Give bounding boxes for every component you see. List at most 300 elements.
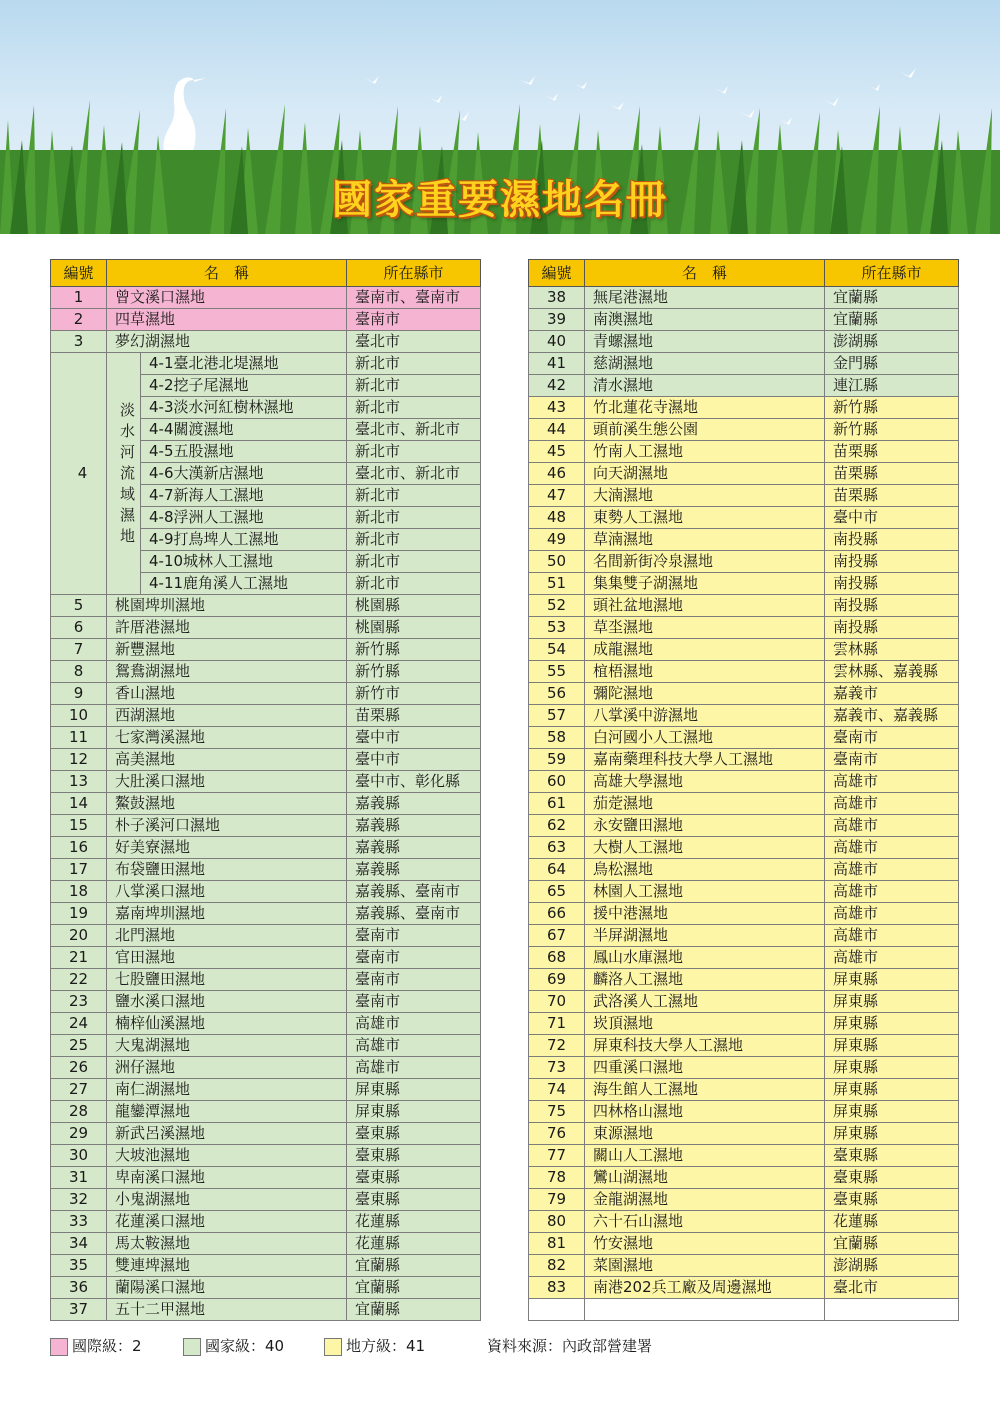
row-number: 77 bbox=[529, 1145, 585, 1167]
table-row bbox=[529, 661, 959, 683]
wetland-county: 屏東縣 bbox=[347, 1101, 481, 1123]
table-row bbox=[529, 925, 959, 947]
wetland-name: 好美寮濕地 bbox=[107, 837, 347, 859]
row-number: 41 bbox=[529, 353, 585, 375]
row-number: 3 bbox=[51, 331, 107, 353]
wetland-name: 嘉南藥理科技大學人工濕地 bbox=[585, 749, 825, 771]
wetland-name: 竹北蓮花寺濕地 bbox=[585, 397, 825, 419]
wetland-county bbox=[825, 1299, 959, 1321]
wetland-name: 菜園濕地 bbox=[585, 1255, 825, 1277]
wetland-name: 4-8浮洲人工濕地 bbox=[141, 507, 347, 529]
wetland-county: 屏東縣 bbox=[347, 1079, 481, 1101]
wetland-name: 楠梓仙溪濕地 bbox=[107, 1013, 347, 1035]
wetland-county: 屏東縣 bbox=[825, 1013, 959, 1035]
header-county: 所在縣市 bbox=[347, 260, 481, 287]
wetland-name: 官田濕地 bbox=[107, 947, 347, 969]
table-row bbox=[51, 639, 481, 661]
table-row bbox=[529, 1013, 959, 1035]
wetland-name: 龍鑾潭濕地 bbox=[107, 1101, 347, 1123]
wetland-name: 無尾港濕地 bbox=[585, 287, 825, 309]
row-number: 36 bbox=[51, 1277, 107, 1299]
wetland-name: 朴子溪河口濕地 bbox=[107, 815, 347, 837]
wetland-name: 新武呂溪濕地 bbox=[107, 1123, 347, 1145]
wetland-county: 雲林縣、嘉義縣 bbox=[825, 661, 959, 683]
wetland-county: 桃園縣 bbox=[347, 595, 481, 617]
wetland-name: 鸞山湖濕地 bbox=[585, 1167, 825, 1189]
group-label: 淡水河流域濕地 bbox=[119, 401, 135, 545]
wetland-name: 大鬼湖濕地 bbox=[107, 1035, 347, 1057]
group-label-cell bbox=[107, 353, 141, 595]
wetland-county: 苗栗縣 bbox=[825, 441, 959, 463]
row-number: 33 bbox=[51, 1211, 107, 1233]
table-row bbox=[529, 573, 959, 595]
wetland-name: 鳳山水庫濕地 bbox=[585, 947, 825, 969]
wetland-name: 大坡池濕地 bbox=[107, 1145, 347, 1167]
wetland-name: 頭前溪生態公園 bbox=[585, 419, 825, 441]
header-county: 所在縣市 bbox=[825, 260, 959, 287]
table-row bbox=[51, 815, 481, 837]
table-row bbox=[529, 1255, 959, 1277]
wetland-county: 新竹縣 bbox=[825, 419, 959, 441]
row-number: 53 bbox=[529, 617, 585, 639]
row-number: 2 bbox=[51, 309, 107, 331]
row-number: 20 bbox=[51, 925, 107, 947]
wetland-name: 白河國小人工濕地 bbox=[585, 727, 825, 749]
wetland-name: 六十石山濕地 bbox=[585, 1211, 825, 1233]
row-number: 35 bbox=[51, 1255, 107, 1277]
wetland-name: 洲仔濕地 bbox=[107, 1057, 347, 1079]
wetland-name: 向天湖濕地 bbox=[585, 463, 825, 485]
wetland-name: 竹安濕地 bbox=[585, 1233, 825, 1255]
row-number: 31 bbox=[51, 1167, 107, 1189]
row-number: 43 bbox=[529, 397, 585, 419]
wetland-name: 蘭陽溪口濕地 bbox=[107, 1277, 347, 1299]
row-number: 66 bbox=[529, 903, 585, 925]
row-number: 64 bbox=[529, 859, 585, 881]
wetland-name: 4-4關渡濕地 bbox=[141, 419, 347, 441]
wetland-county: 臺南市、臺南市 bbox=[347, 287, 481, 309]
wetland-name: 香山濕地 bbox=[107, 683, 347, 705]
wetland-county: 苗栗縣 bbox=[825, 485, 959, 507]
table-row bbox=[51, 617, 481, 639]
wetland-name: 屏東科技大學人工濕地 bbox=[585, 1035, 825, 1057]
table-row bbox=[529, 1233, 959, 1255]
row-number: 46 bbox=[529, 463, 585, 485]
table-row bbox=[529, 397, 959, 419]
wetland-county: 高雄市 bbox=[825, 925, 959, 947]
wetland-name: 嘉南埤圳濕地 bbox=[107, 903, 347, 925]
wetland-name: 武洛溪人工濕地 bbox=[585, 991, 825, 1013]
row-number: 21 bbox=[51, 947, 107, 969]
row-number: 17 bbox=[51, 859, 107, 881]
row-number: 78 bbox=[529, 1167, 585, 1189]
wetland-name: 高美濕地 bbox=[107, 749, 347, 771]
wetland-county: 臺北市、新北市 bbox=[347, 419, 481, 441]
table-row bbox=[51, 969, 481, 991]
wetland-name: 西湖濕地 bbox=[107, 705, 347, 727]
row-number: 32 bbox=[51, 1189, 107, 1211]
wetland-county: 宜蘭縣 bbox=[347, 1299, 481, 1321]
table-row bbox=[529, 991, 959, 1013]
wetland-table-left bbox=[50, 259, 481, 1321]
table-row bbox=[51, 309, 481, 331]
wetland-county: 臺東縣 bbox=[347, 1167, 481, 1189]
table-row bbox=[51, 1233, 481, 1255]
wetland-name: 4-5五股濕地 bbox=[141, 441, 347, 463]
table-row bbox=[51, 903, 481, 925]
wetland-name: 桃園埤圳濕地 bbox=[107, 595, 347, 617]
table-row bbox=[529, 815, 959, 837]
table-row bbox=[51, 1035, 481, 1057]
wetland-name: 鳥松濕地 bbox=[585, 859, 825, 881]
row-number: 79 bbox=[529, 1189, 585, 1211]
wetland-name: 鴛鴦湖濕地 bbox=[107, 661, 347, 683]
row-number: 9 bbox=[51, 683, 107, 705]
wetland-county: 臺南市 bbox=[825, 749, 959, 771]
wetland-name: 頭社盆地濕地 bbox=[585, 595, 825, 617]
table-row bbox=[51, 1057, 481, 1079]
row-number: 30 bbox=[51, 1145, 107, 1167]
wetland-county: 雲林縣 bbox=[825, 639, 959, 661]
wetland-county: 新北市 bbox=[347, 485, 481, 507]
table-row bbox=[51, 947, 481, 969]
row-number: 58 bbox=[529, 727, 585, 749]
wetland-county: 臺北市 bbox=[347, 331, 481, 353]
wetland-county: 南投縣 bbox=[825, 551, 959, 573]
table-row bbox=[529, 441, 959, 463]
table-row bbox=[529, 771, 959, 793]
wetland-county: 苗栗縣 bbox=[825, 463, 959, 485]
data-source: 資料來源：內政部營建署 bbox=[487, 1337, 653, 1355]
row-number: 8 bbox=[51, 661, 107, 683]
legend-natl-swatch bbox=[183, 1338, 201, 1356]
wetland-name: 花蓮溪口濕地 bbox=[107, 1211, 347, 1233]
header-num: 編號 bbox=[529, 260, 585, 287]
table-row bbox=[51, 1079, 481, 1101]
wetland-name: 馬太鞍濕地 bbox=[107, 1233, 347, 1255]
legend-natl: 國家級：40 bbox=[205, 1337, 285, 1355]
wetland-name: 大樹人工濕地 bbox=[585, 837, 825, 859]
wetland-county: 新北市 bbox=[347, 353, 481, 375]
table-row bbox=[51, 727, 481, 749]
row-number: 16 bbox=[51, 837, 107, 859]
legend-intl-swatch bbox=[50, 1338, 68, 1356]
row-number: 63 bbox=[529, 837, 585, 859]
wetland-name: 椬梧濕地 bbox=[585, 661, 825, 683]
table-row bbox=[51, 353, 481, 375]
table-row bbox=[529, 617, 959, 639]
table-row bbox=[529, 551, 959, 573]
row-number: 14 bbox=[51, 793, 107, 815]
table-row bbox=[51, 683, 481, 705]
row-number: 68 bbox=[529, 947, 585, 969]
wetland-name: 大肚溪口濕地 bbox=[107, 771, 347, 793]
row-number: 62 bbox=[529, 815, 585, 837]
row-number: 60 bbox=[529, 771, 585, 793]
wetland-name: 五十二甲濕地 bbox=[107, 1299, 347, 1321]
wetland-county: 宜蘭縣 bbox=[825, 309, 959, 331]
wetland-county: 新北市 bbox=[347, 529, 481, 551]
wetland-county: 屏東縣 bbox=[825, 1079, 959, 1101]
row-number: 49 bbox=[529, 529, 585, 551]
row-number: 28 bbox=[51, 1101, 107, 1123]
row-number: 56 bbox=[529, 683, 585, 705]
table-row bbox=[51, 1255, 481, 1277]
wetland-county: 南投縣 bbox=[825, 529, 959, 551]
wetland-county: 澎湖縣 bbox=[825, 331, 959, 353]
table-row bbox=[529, 595, 959, 617]
row-number: 22 bbox=[51, 969, 107, 991]
row-number: 42 bbox=[529, 375, 585, 397]
wetland-county: 南投縣 bbox=[825, 617, 959, 639]
table-row bbox=[529, 705, 959, 727]
wetland-county: 花蓮縣 bbox=[347, 1233, 481, 1255]
table-row bbox=[529, 485, 959, 507]
wetland-county: 金門縣 bbox=[825, 353, 959, 375]
wetland-name: 林園人工濕地 bbox=[585, 881, 825, 903]
wetland-county: 嘉義縣、臺南市 bbox=[347, 881, 481, 903]
table-header-row bbox=[529, 260, 959, 287]
table-row bbox=[529, 529, 959, 551]
table-row bbox=[529, 1277, 959, 1299]
row-number: 10 bbox=[51, 705, 107, 727]
wetland-county: 高雄市 bbox=[825, 859, 959, 881]
table-row bbox=[51, 287, 481, 309]
wetland-name: 4-1臺北港北堤濕地 bbox=[141, 353, 347, 375]
row-number: 65 bbox=[529, 881, 585, 903]
wetland-county: 新北市 bbox=[347, 551, 481, 573]
wetland-name: 布袋鹽田濕地 bbox=[107, 859, 347, 881]
wetland-name: 4-7新海人工濕地 bbox=[141, 485, 347, 507]
wetland-name: 成龍濕地 bbox=[585, 639, 825, 661]
wetland-county: 屏東縣 bbox=[825, 969, 959, 991]
row-number: 40 bbox=[529, 331, 585, 353]
wetland-county: 新竹縣 bbox=[347, 661, 481, 683]
row-number: 69 bbox=[529, 969, 585, 991]
row-number: 18 bbox=[51, 881, 107, 903]
wetland-county: 臺中市 bbox=[347, 727, 481, 749]
row-number: 71 bbox=[529, 1013, 585, 1035]
wetland-county: 宜蘭縣 bbox=[347, 1277, 481, 1299]
wetland-county: 臺南市 bbox=[347, 925, 481, 947]
table-row bbox=[529, 331, 959, 353]
row-number: 83 bbox=[529, 1277, 585, 1299]
wetland-name: 北門濕地 bbox=[107, 925, 347, 947]
table-row bbox=[51, 881, 481, 903]
wetland-county: 嘉義縣 bbox=[347, 815, 481, 837]
wetland-name: 鰲鼓濕地 bbox=[107, 793, 347, 815]
wetland-county: 高雄市 bbox=[347, 1013, 481, 1035]
wetland-name: 曾文溪口濕地 bbox=[107, 287, 347, 309]
table-row bbox=[51, 1189, 481, 1211]
row-number: 39 bbox=[529, 309, 585, 331]
wetland-county: 臺北市、新北市 bbox=[347, 463, 481, 485]
wetland-county: 新竹市 bbox=[347, 683, 481, 705]
row-number: 54 bbox=[529, 639, 585, 661]
row-number: 67 bbox=[529, 925, 585, 947]
table-row bbox=[51, 1277, 481, 1299]
wetland-county: 高雄市 bbox=[825, 771, 959, 793]
row-number: 12 bbox=[51, 749, 107, 771]
wetland-county: 宜蘭縣 bbox=[825, 1233, 959, 1255]
wetland-county: 屏東縣 bbox=[825, 1057, 959, 1079]
wetland-county: 臺東縣 bbox=[825, 1189, 959, 1211]
wetland-county: 新北市 bbox=[347, 375, 481, 397]
wetland-name: 草湳濕地 bbox=[585, 529, 825, 551]
wetland-name: 七家灣溪濕地 bbox=[107, 727, 347, 749]
wetland-name: 草坔濕地 bbox=[585, 617, 825, 639]
wetland-county: 嘉義縣 bbox=[347, 837, 481, 859]
row-number: 80 bbox=[529, 1211, 585, 1233]
row-number: 75 bbox=[529, 1101, 585, 1123]
table-row bbox=[51, 705, 481, 727]
wetland-county: 連江縣 bbox=[825, 375, 959, 397]
wetland-county: 新北市 bbox=[347, 507, 481, 529]
table-row bbox=[51, 925, 481, 947]
wetland-county: 屏東縣 bbox=[825, 1123, 959, 1145]
wetland-county: 新北市 bbox=[347, 573, 481, 595]
wetland-name: 新豐濕地 bbox=[107, 639, 347, 661]
wetland-county: 臺南市 bbox=[347, 991, 481, 1013]
wetland-name: 集集雙子湖濕地 bbox=[585, 573, 825, 595]
row-number bbox=[529, 1299, 585, 1321]
wetland-county: 高雄市 bbox=[825, 837, 959, 859]
legend-local: 地方級：41 bbox=[346, 1337, 426, 1355]
table-row bbox=[529, 1167, 959, 1189]
table-row bbox=[529, 947, 959, 969]
wetland-name: 四重溪口濕地 bbox=[585, 1057, 825, 1079]
wetland-name: 雙連埤濕地 bbox=[107, 1255, 347, 1277]
table-row bbox=[51, 1101, 481, 1123]
birds-icon bbox=[365, 68, 916, 125]
table-row bbox=[51, 661, 481, 683]
row-number: 11 bbox=[51, 727, 107, 749]
row-number: 76 bbox=[529, 1123, 585, 1145]
wetland-county: 臺南市 bbox=[347, 969, 481, 991]
wetland-name: 4-6大漢新店濕地 bbox=[141, 463, 347, 485]
wetland-name: 清水濕地 bbox=[585, 375, 825, 397]
row-number: 81 bbox=[529, 1233, 585, 1255]
wetland-county: 新竹縣 bbox=[825, 397, 959, 419]
wetland-name: 名間新街冷泉濕地 bbox=[585, 551, 825, 573]
row-number: 50 bbox=[529, 551, 585, 573]
wetland-name: 崁頂濕地 bbox=[585, 1013, 825, 1035]
table-row bbox=[529, 419, 959, 441]
wetland-county: 花蓮縣 bbox=[825, 1211, 959, 1233]
wetland-county: 高雄市 bbox=[347, 1035, 481, 1057]
table-row bbox=[51, 1167, 481, 1189]
wetland-county: 高雄市 bbox=[347, 1057, 481, 1079]
wetland-name: 四草濕地 bbox=[107, 309, 347, 331]
wetland-name: 八掌溪中游濕地 bbox=[585, 705, 825, 727]
wetland-name: 4-10城林人工濕地 bbox=[141, 551, 347, 573]
header-name: 名 稱 bbox=[585, 260, 825, 287]
table-row bbox=[51, 991, 481, 1013]
wetland-name: 卑南溪口濕地 bbox=[107, 1167, 347, 1189]
table-row bbox=[529, 1299, 959, 1321]
wetland-name: 金龍湖濕地 bbox=[585, 1189, 825, 1211]
row-number: 72 bbox=[529, 1035, 585, 1057]
header-num: 編號 bbox=[51, 260, 107, 287]
wetland-name: 鹽水溪口濕地 bbox=[107, 991, 347, 1013]
table-row bbox=[51, 837, 481, 859]
wetland-name: 彌陀濕地 bbox=[585, 683, 825, 705]
wetland-county: 新北市 bbox=[347, 397, 481, 419]
table-row bbox=[529, 683, 959, 705]
wetland-county: 屏東縣 bbox=[825, 1035, 959, 1057]
wetland-county: 臺東縣 bbox=[825, 1167, 959, 1189]
wetland-county: 嘉義縣、臺南市 bbox=[347, 903, 481, 925]
wetland-name: 青螺濕地 bbox=[585, 331, 825, 353]
wetland-county: 新北市 bbox=[347, 441, 481, 463]
row-number: 29 bbox=[51, 1123, 107, 1145]
legend bbox=[50, 1336, 750, 1356]
wetland-county: 高雄市 bbox=[825, 815, 959, 837]
table-row bbox=[529, 353, 959, 375]
row-number: 25 bbox=[51, 1035, 107, 1057]
wetland-name: 4-2挖子尾濕地 bbox=[141, 375, 347, 397]
wetland-county: 新竹縣 bbox=[347, 639, 481, 661]
row-number: 61 bbox=[529, 793, 585, 815]
table-row bbox=[51, 859, 481, 881]
wetland-name: 4-11鹿角溪人工濕地 bbox=[141, 573, 347, 595]
wetland-name: 南港202兵工廠及周邊濕地 bbox=[585, 1277, 825, 1299]
wetland-name: 八掌溪口濕地 bbox=[107, 881, 347, 903]
wetland-name: 海生館人工濕地 bbox=[585, 1079, 825, 1101]
table-row bbox=[529, 1079, 959, 1101]
wetland-name: 夢幻湖濕地 bbox=[107, 331, 347, 353]
table-row bbox=[51, 1013, 481, 1035]
wetland-name: 麟洛人工濕地 bbox=[585, 969, 825, 991]
table-row bbox=[529, 1189, 959, 1211]
wetland-county: 臺南市 bbox=[347, 309, 481, 331]
wetland-county: 臺東縣 bbox=[347, 1123, 481, 1145]
table-row bbox=[529, 309, 959, 331]
table-row bbox=[529, 375, 959, 397]
wetland-county: 屏東縣 bbox=[825, 1101, 959, 1123]
wetland-name: 關山人工濕地 bbox=[585, 1145, 825, 1167]
row-number: 57 bbox=[529, 705, 585, 727]
wetland-county: 澎湖縣 bbox=[825, 1255, 959, 1277]
table-row bbox=[51, 595, 481, 617]
row-number: 37 bbox=[51, 1299, 107, 1321]
header-banner bbox=[0, 0, 1000, 234]
table-row bbox=[51, 771, 481, 793]
row-number: 34 bbox=[51, 1233, 107, 1255]
wetland-county: 宜蘭縣 bbox=[825, 287, 959, 309]
wetland-county: 臺中市、彰化縣 bbox=[347, 771, 481, 793]
table-row bbox=[529, 1145, 959, 1167]
row-number: 38 bbox=[529, 287, 585, 309]
wetland-name: 4-9打鳥埤人工濕地 bbox=[141, 529, 347, 551]
wetland-county: 臺南市 bbox=[825, 727, 959, 749]
row-number: 15 bbox=[51, 815, 107, 837]
wetland-county: 高雄市 bbox=[825, 881, 959, 903]
table-row bbox=[51, 793, 481, 815]
table-row bbox=[51, 1123, 481, 1145]
row-number: 70 bbox=[529, 991, 585, 1013]
row-number: 52 bbox=[529, 595, 585, 617]
wetland-name: 四林格山濕地 bbox=[585, 1101, 825, 1123]
row-number: 74 bbox=[529, 1079, 585, 1101]
row-number: 59 bbox=[529, 749, 585, 771]
table-row bbox=[529, 463, 959, 485]
wetland-name: 慈湖濕地 bbox=[585, 353, 825, 375]
page-title: 國家重要濕地名冊 bbox=[332, 177, 668, 223]
wetland-name: 茄萣濕地 bbox=[585, 793, 825, 815]
table-row bbox=[529, 837, 959, 859]
wetland-county: 嘉義市、嘉義縣 bbox=[825, 705, 959, 727]
